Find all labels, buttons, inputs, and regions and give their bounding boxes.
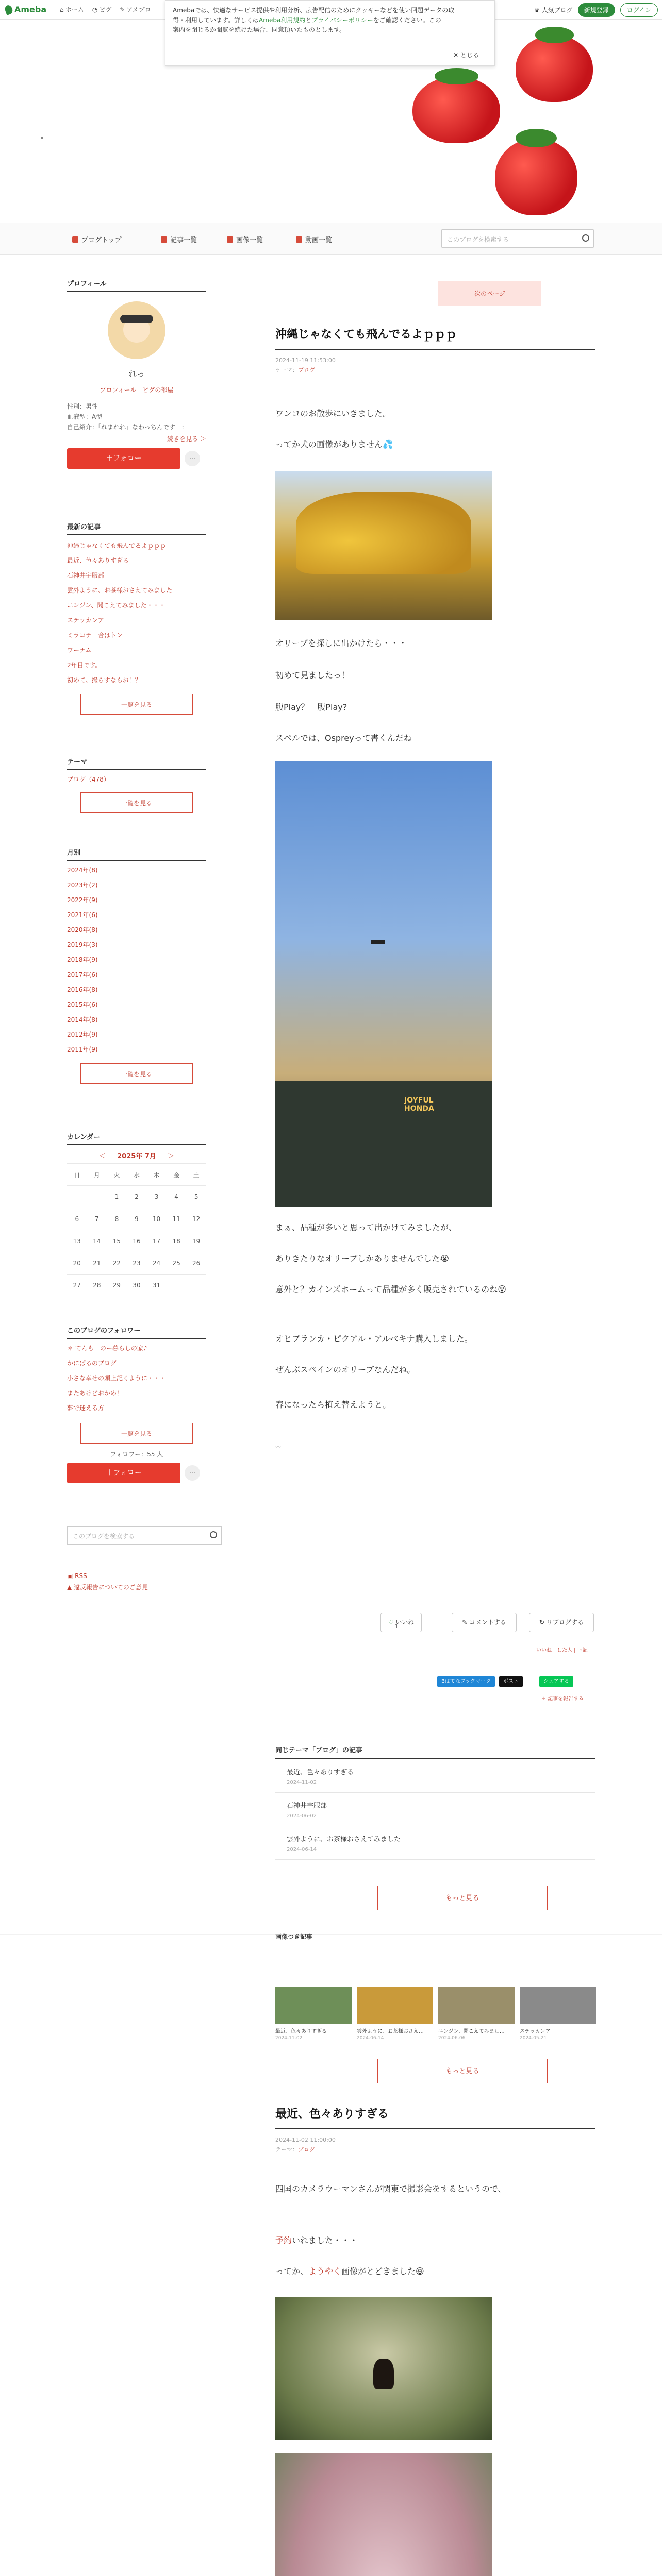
recent-article-link[interactable]: ワーナム [67,647,92,654]
calendar-day[interactable]: 7 [87,1208,107,1230]
comment-button[interactable]: ✎ コメントする [452,1613,517,1632]
cookie-text-2 [173,15,487,25]
calendar-day[interactable]: 13 [67,1230,87,1252]
strawberry-image [412,76,500,143]
calendar-section [67,1131,206,1297]
recent-article-link[interactable]: ニンジン、聞こえてみました・・・ [67,602,166,609]
archive-list [67,863,206,1057]
profile-links[interactable]: プロフィール ピグの部屋 [100,386,174,394]
themes-heading: テーマ [67,756,206,770]
nav-videos[interactable] [296,234,332,244]
calendar-day[interactable]: 24 [146,1252,167,1275]
post-theme-link[interactable]: ブログ [298,367,315,374]
report-article-label: 記事を報告する [548,1696,584,1702]
cookie-text-2c: をご確認ください。この [373,16,441,24]
image-article-title[interactable]: ニンジン、聞こえてみまし… [438,2029,505,2035]
calendar-day[interactable]: 2 [127,1186,147,1208]
same-theme-article[interactable] [275,1826,595,1860]
rss-label: RSS [75,1572,87,1580]
post-line: ってか犬の画像がありません💦 [275,439,393,449]
recent-article-link[interactable]: 初めて、撮らすならお！？ [67,676,141,684]
calendar-day-header: 水 [127,1164,147,1186]
follower-blog-link[interactable]: ＊ てんも のー暮らしの家♪ [67,1345,147,1352]
calendar-day[interactable]: 29 [107,1275,127,1297]
nav-ameblo-label: アメブロ [126,6,151,13]
post-date: 2024-11-19 11:53:00 [275,357,336,364]
same-theme-article-title[interactable]: 石神井宇服部 [287,1802,327,1810]
comment-label: コメントする [469,1619,506,1626]
cookie-text-2a: 得・利用しています。詳しくは [173,16,259,24]
recent-heading: 最新の記事 [67,521,206,535]
calendar-day[interactable]: 6 [67,1208,87,1230]
post-line: ぜんぶスペインのオリーブなんだね。 [275,1365,416,1375]
calendar-day[interactable]: 10 [146,1208,167,1230]
profile-intro: 自己紹介：「れまれれ」なわっちんです ： [67,423,188,431]
side-search-input[interactable] [67,1526,222,1545]
post-line: 初めて見ましたっ！ [275,670,350,680]
post-line: 春になったら植え替えようと。 [275,1400,391,1410]
menu-more-icon[interactable]: ⋯ [185,451,200,466]
recent-article-link[interactable]: ステッカンア [67,617,104,624]
calendar-day[interactable]: 11 [167,1208,187,1230]
profile-name[interactable]: れっ [128,369,145,379]
search-icon[interactable] [582,234,589,242]
nav-ameblo[interactable]: ✎ アメブロ [120,6,151,13]
global-nav [60,5,151,14]
terms-link[interactable]: Ameba利用規約 [259,16,306,24]
like-label: いいね [395,1619,415,1626]
cookie-text-1: Amebaでは、快適なサービス提供や利用分析、広告配信のためにクッキーなどを使い回題データの取 [173,7,455,14]
post-line: まぁ、品種が多いと思って出かけてみましたが、 [275,1223,457,1232]
recent-list [67,538,206,688]
archive-month-link[interactable]: 2022年(9) [67,896,98,904]
profile-more-link[interactable]: 続きを見る ＞ [167,435,206,443]
ameba-leaf-icon [4,4,13,15]
image-article-thumbnail[interactable] [275,1987,352,2024]
post-2-line-text: いれました・・・ [292,2235,358,2245]
calendar-day[interactable]: 20 [67,1252,87,1275]
nav-blog-top[interactable] [72,234,122,244]
archive-more-button[interactable]: 一覧を見る [80,1063,193,1084]
signup-button[interactable]: 新規登録 [578,3,615,17]
calendar-day[interactable]: 19 [186,1230,206,1252]
calendar-day[interactable]: 3 [146,1186,167,1208]
menu-more-icon[interactable]: ⋯ [185,1465,200,1481]
nav-images[interactable] [227,234,263,244]
calendar-day-header: 火 [107,1164,127,1186]
calendar-day[interactable]: 23 [127,1252,147,1275]
line-share-button[interactable]: シェアする [539,1676,573,1687]
nav-pigg[interactable]: ◔ ピグ [92,6,112,13]
post-line: ありきたりなオリーブしかありませんでした😭 [275,1253,450,1263]
calendar-day[interactable]: 26 [186,1252,206,1275]
calendar-day[interactable]: 31 [146,1275,167,1297]
recent-article-link[interactable]: 2年目です。 [67,662,102,669]
login-button[interactable]: ログイン [620,3,658,17]
same-theme-heading: 同じテーマ「ブログ」の記事 [275,1744,595,1759]
calendar-day[interactable]: 22 [107,1252,127,1275]
calendar-day[interactable]: 16 [127,1230,147,1252]
strawberry-image [495,138,577,215]
profile-blood: 血液型：A型 [67,413,103,420]
archive-month-link[interactable]: 2019年(3) [67,941,98,948]
image-article-thumbnail[interactable] [520,1987,596,2024]
calendar-day-header: 金 [167,1164,187,1186]
video-icon [296,236,302,243]
archive-month-link[interactable]: 2015年(6) [67,1001,98,1008]
same-theme-more-button[interactable]: もっと見る [377,1886,548,1910]
home-icon [72,236,78,243]
nav-images-label: 画像一覧 [236,236,263,244]
image-article-thumbnail[interactable] [438,1987,515,2024]
header-actions [534,3,658,17]
recent-articles-section [67,521,206,715]
archive-month-link[interactable]: 2020年(8) [67,926,98,934]
post-2-highlight: ようやく [308,2266,342,2276]
post-title[interactable]: 沖縄じゃなくても飛んでるよｐｐｐ [275,328,457,341]
like-button[interactable]: ♡ いいね [380,1613,422,1632]
header-dot [41,137,43,139]
camera-icon [227,236,233,243]
post-2-line: 四国のカメラウーマンさんが関東で撮影会をするというので、 [275,2184,506,2194]
image-article-title[interactable]: 雲外ように、お茶様おさえ… [357,2029,424,2035]
same-theme-article-date: 2024-11-02 [287,1780,317,1785]
recent-article-link[interactable]: 石神井宇服部 [67,572,105,579]
calendar-day[interactable]: 9 [127,1208,147,1230]
archive-section [67,847,206,1084]
image-article-card[interactable] [520,1987,596,2041]
calendar-day [167,1275,187,1297]
calendar-day [186,1275,206,1297]
like-list-link[interactable]: いいね！した人 | 下記 [536,1648,588,1653]
ginkgo-photo[interactable] [275,471,492,620]
recent-article-link[interactable]: ミラコテ 合はトン [67,632,123,639]
search-icon[interactable] [210,1531,217,1538]
recent-article-link[interactable]: 雲外ように、お茶様おさえてみました [67,587,173,594]
same-theme-article[interactable] [275,1793,595,1826]
same-theme-article[interactable] [275,1759,595,1793]
calendar-day [67,1186,87,1208]
reblog-button[interactable]: ↻ リブログする [529,1613,594,1632]
image-article-date: 2024-11-02 [275,2036,303,2041]
calendar-day-header: 月 [87,1164,107,1186]
post-2-date: 2024-11-02 11:00:00 [275,2137,336,2143]
post-2-theme-label: テーマ： [275,2146,298,2153]
post-line: オリーブを探しに出かけたら・・・ [275,638,407,648]
nav-blog-top-label: ブログトップ [81,236,122,244]
archive-month-link[interactable]: 2012年(9) [67,1031,98,1038]
rss-link[interactable]: ▣ RSS [67,1572,87,1580]
nav-home-label: ホーム [65,6,84,13]
themes-more-button[interactable]: 一覧を見る [80,792,193,813]
same-theme-section [275,1744,595,1860]
calendar-heading: カレンダー [67,1131,206,1145]
theme-item[interactable]: ブログ（478） [67,776,110,783]
calendar-day[interactable]: 8 [107,1208,127,1230]
image-article-date: 2024-06-06 [438,2036,466,2041]
x-share-button[interactable]: ポスト [499,1676,523,1687]
calendar-day[interactable]: 4 [167,1186,187,1208]
calendar-day[interactable]: 28 [87,1275,107,1297]
post-line: 意外と？カインズホームって品種が多く販売されているのね😮 [275,1284,506,1294]
follower-blog-link[interactable]: またあけどおかめ！ [67,1389,123,1397]
calendar-day-header: 日 [67,1164,87,1186]
image-article-date: 2024-05-21 [520,2036,547,2041]
post-2-title[interactable]: 最近、色々ありすぎる [275,2108,389,2121]
aircraft-silhouette [371,940,385,944]
follower-count: フォロワー：55 人 [110,1451,163,1458]
avatar[interactable] [108,301,166,359]
archive-month-link[interactable]: 2017年(6) [67,971,98,978]
same-theme-article-title[interactable]: 最近、色々ありすぎる [287,1769,354,1776]
top-blogs-label: 人気ブログ [541,7,573,14]
image-article-card[interactable] [438,1987,515,2041]
archive-month-link[interactable]: 2014年(8) [67,1016,98,1023]
recent-article-link[interactable]: 最近、色々ありすぎる [67,557,129,564]
image-article-card[interactable] [357,1987,433,2041]
same-theme-list [275,1759,595,1860]
calendar-day-header: 木 [146,1164,167,1186]
image-articles-more-button[interactable]: もっと見る [377,2059,548,2083]
calendar-day[interactable]: 12 [186,1208,206,1230]
calendar-day[interactable]: 25 [167,1252,187,1275]
follow-button[interactable]: ＋フォロー [67,448,180,469]
image-articles-heading: 画像つき記事 [275,1933,313,1940]
calendar-day[interactable]: 27 [67,1275,87,1297]
same-theme-article-date: 2024-06-14 [287,1846,317,1852]
calendar-day[interactable]: 5 [186,1186,206,1208]
dog-photo-2[interactable] [275,2453,492,2576]
calendar-table [67,1163,206,1297]
side-search-placeholder: このブログを検索する [73,1533,135,1540]
followers-more-button[interactable]: 一覧を見る [80,1423,193,1444]
image-article-card[interactable] [275,1987,352,2041]
calendar-day[interactable]: 18 [167,1230,187,1252]
followers-heading: このブログのフォロワー [67,1325,206,1339]
follow-button-2[interactable]: ＋フォロー [67,1463,180,1483]
strawberry-image [516,35,593,102]
post-2-line [275,2265,595,2277]
post-line: ワンコのお散歩にいきました。 [275,409,391,418]
article-icon [161,236,167,243]
image-article-date: 2024-06-14 [357,2036,384,2041]
report-label: 違反報告についてのご意見 [74,1584,148,1591]
follower-blog-link[interactable]: 夢で迷える方 [67,1404,105,1412]
nav-articles-label: 記事一覧 [170,236,197,244]
post-divider-mark: 〰 [275,1444,281,1450]
archive-month-link[interactable]: 2023年(2) [67,882,98,889]
ameba-logo[interactable] [5,5,46,14]
post-line: 腹Play？ 腹Play? [275,702,347,712]
archive-month-link[interactable]: 2016年(8) [67,986,98,993]
image-article-title[interactable]: 最近、色々ありすぎる [275,2029,327,2035]
cookie-notice [165,0,495,66]
calendar-next-button[interactable]: ＞ [168,1153,175,1160]
nav-videos-label: 動画一覧 [305,236,333,244]
cookie-close-button[interactable]: ✕ とじる [453,52,479,59]
post-line: スペルでは、Ospreyって書くんだね [275,733,412,743]
post-1 [275,326,595,374]
nav-pigg-label: ピグ [99,6,112,13]
blog-nav [0,223,662,255]
top-blogs-link[interactable]: ♛ 人気ブログ [534,7,573,14]
profile-section [67,278,206,469]
image-article-title[interactable]: ステッカンア [520,2029,551,2035]
archive-month-link[interactable]: 2011年(9) [67,1046,98,1053]
post-2-theme-link[interactable]: ブログ [298,2146,315,2153]
calendar-day[interactable]: 21 [87,1252,107,1275]
calendar-month: 2025年 7月 [117,1153,156,1160]
calendar-day[interactable]: 15 [107,1230,127,1252]
cookie-text-3: 案内を閉じるか閲覧を続けた場合、同意頂いたものとします。 [173,26,346,33]
dog-photo-1[interactable] [275,2297,492,2440]
themes-section [67,756,206,813]
side-search [67,1526,206,1593]
recent-more-button[interactable]: 一覧を見る [80,694,193,715]
profile-sex: 性別：男性 [67,403,98,410]
follower-blog-link[interactable]: 小さな幸せの頭上記くように・・・ [67,1375,167,1382]
calendar-day [87,1186,107,1208]
calendar-day[interactable]: 1 [107,1186,127,1208]
post-line: オヒブランカ・ピクアル・アルベキナ購入しました。 [275,1334,473,1344]
report-link[interactable]: ▲ 違反報告についてのご意見 [67,1584,148,1591]
profile-heading: プロフィール [67,278,206,292]
blog-search-input[interactable] [441,229,594,248]
like-count: 1 [395,1624,399,1630]
privacy-link[interactable]: プライバシーポリシー [311,16,373,24]
logo-text: Ameba [14,5,47,14]
post-2-highlight: 予約 [275,2235,292,2245]
nav-articles[interactable] [161,234,197,244]
recent-article-link[interactable]: 沖縄じゃなくても飛んでるよｐｐｐ [67,542,167,549]
cookie-text-2b: と [305,16,312,24]
follower-blog-link[interactable]: かにぱるのブログ [67,1360,117,1367]
follower-list [67,1341,206,1416]
followers-section [67,1325,206,1483]
osprey-photo[interactable]: JOYFUL HONDA [275,761,492,1207]
report-article-link[interactable]: ⚠ 記事を報告する [541,1696,584,1702]
hatena-share-button[interactable]: Bはてなブックマーク [437,1676,495,1687]
blog-search-placeholder: このブログを検索する [447,236,509,243]
nav-home[interactable]: ⌂ ホーム [60,6,84,13]
post-2-line-text: 画像がとどきました😆 [341,2266,424,2276]
reblog-label: リブログする [546,1619,584,1626]
post-theme-label: テーマ： [275,367,298,374]
post-2-line [275,2234,595,2246]
calendar-day[interactable]: 17 [146,1230,167,1252]
archive-month-link[interactable]: 2018年(9) [67,956,98,963]
calendar-day-header: 土 [186,1164,206,1186]
image-article-thumbnail[interactable] [357,1987,433,2024]
post-2 [275,2105,595,2154]
same-theme-article-date: 2024-06-02 [287,1813,317,1819]
archive-month-link[interactable]: 2021年(6) [67,911,98,919]
archive-heading: 月別 [67,847,206,861]
next-page-button[interactable]: 次のページ [438,281,541,306]
calendar-prev-button[interactable]: ＜ [98,1153,106,1160]
same-theme-article-title[interactable]: 雲外ように、お茶様おさえてみました [287,1836,401,1843]
archive-month-link[interactable]: 2024年(8) [67,867,98,874]
calendar-day[interactable]: 30 [127,1275,147,1297]
calendar-day[interactable]: 14 [87,1230,107,1252]
post-2-line-text: ってか、 [275,2266,309,2276]
